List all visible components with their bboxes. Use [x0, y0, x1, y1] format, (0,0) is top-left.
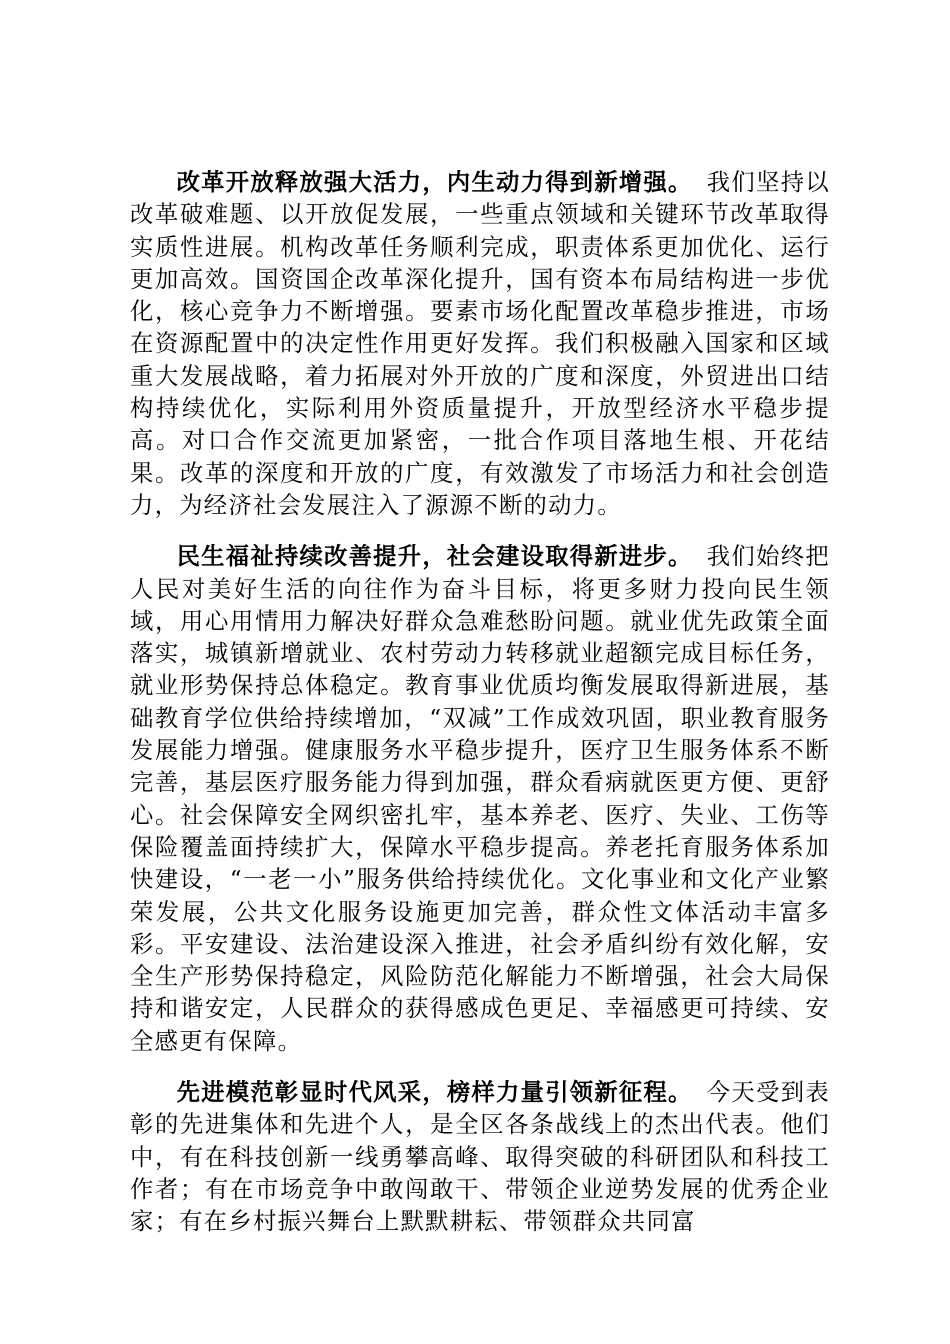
paragraph-heading: 改革开放释放强大活力，内生动力得到新增强。	[176, 169, 693, 196]
document-page	[130, 167, 830, 1258]
paragraph-heading: 先进模范彰显时代风采，榜样力量引领新征程。	[176, 1079, 693, 1107]
paragraph-livelihood	[130, 541, 830, 1058]
paragraph-body: 今天受到表彰的先进集体和先进个人，是全区各条战线上的杰出代表。他们中，有在科技创新一线勇攀高峰、取得突破的科研团队和科技工作者；有在市场竞争中敢闯敢干、带领企业逆势发展的优秀企业家；有在乡村振兴舞台上默默耕耘、带领群众共同富	[130, 1079, 831, 1236]
paragraph-body: 我们始终把人民对美好生活的向往作为奋斗目标，将更多财力投向民生领域，用心用情用力解决好群众急难愁盼问题。就业优先政策全面落实，城镇新增就业、农村劳动力转移就业超额完成目标任务，就业形势保持总体稳定。教育事业优质均衡发展取得新进展，基础教育学位供给持续增加，“双减”工作成效巩固，职业教育服务发展能力增强。健康服务水平稳步提升，医疗卫生服务体系不断完善，基层医疗服务能力得到加强，群众看病就医更方便、更舒心。社会保障安全网织密扎牢，基本养老、医疗、失业、工伤等保险覆盖面持续扩大，保障水平稳步提高。养老托育服务体系加快建设，“一老一小”服务供给持续优化。文化事业和文化产业繁荣发展，公共文化服务设施更加完善，群众性文体活动丰富多彩。平安建设、法治建设深入推进，社会矛盾纠纷有效化解，安全生产形势保持稳定，风险防范化解能力不断增强，社会大局保持和谐安定，人民群众的获得感成色更足、幸福感更可持续、安全感更有保障。	[130, 543, 831, 1055]
paragraph-body: 我们坚持以改革破难题、以开放促发展，一些重点领域和关键环节改革取得实质性进展。机构改革任务顺利完成，职责体系更加优化、运行更加高效。国资国企改革深化提升，国有资本布局结构进一步优化，核心竞争力不断增强。要素市场化配置改革稳步推进，市场在资源配置中的决定性作用更好发挥。我们积极融入国家和区域重大发展战略，着力拓展对外开放的广度和深度，外贸进出口结构持续优化，实际利用外资质量提升，开放型经济水平稳步提高。对口合作交流更加紧密，一批合作项目落地生根、开花结果。改革的深度和开放的广度，有效激发了市场活力和社会创造力，为经济社会发展注入了源源不断的动力。	[130, 169, 831, 519]
paragraph-heading: 民生福祉持续改善提升，社会建设取得新进步。	[176, 543, 693, 571]
paragraph-role-models	[130, 1077, 830, 1238]
paragraph-reform-opening	[130, 167, 830, 522]
